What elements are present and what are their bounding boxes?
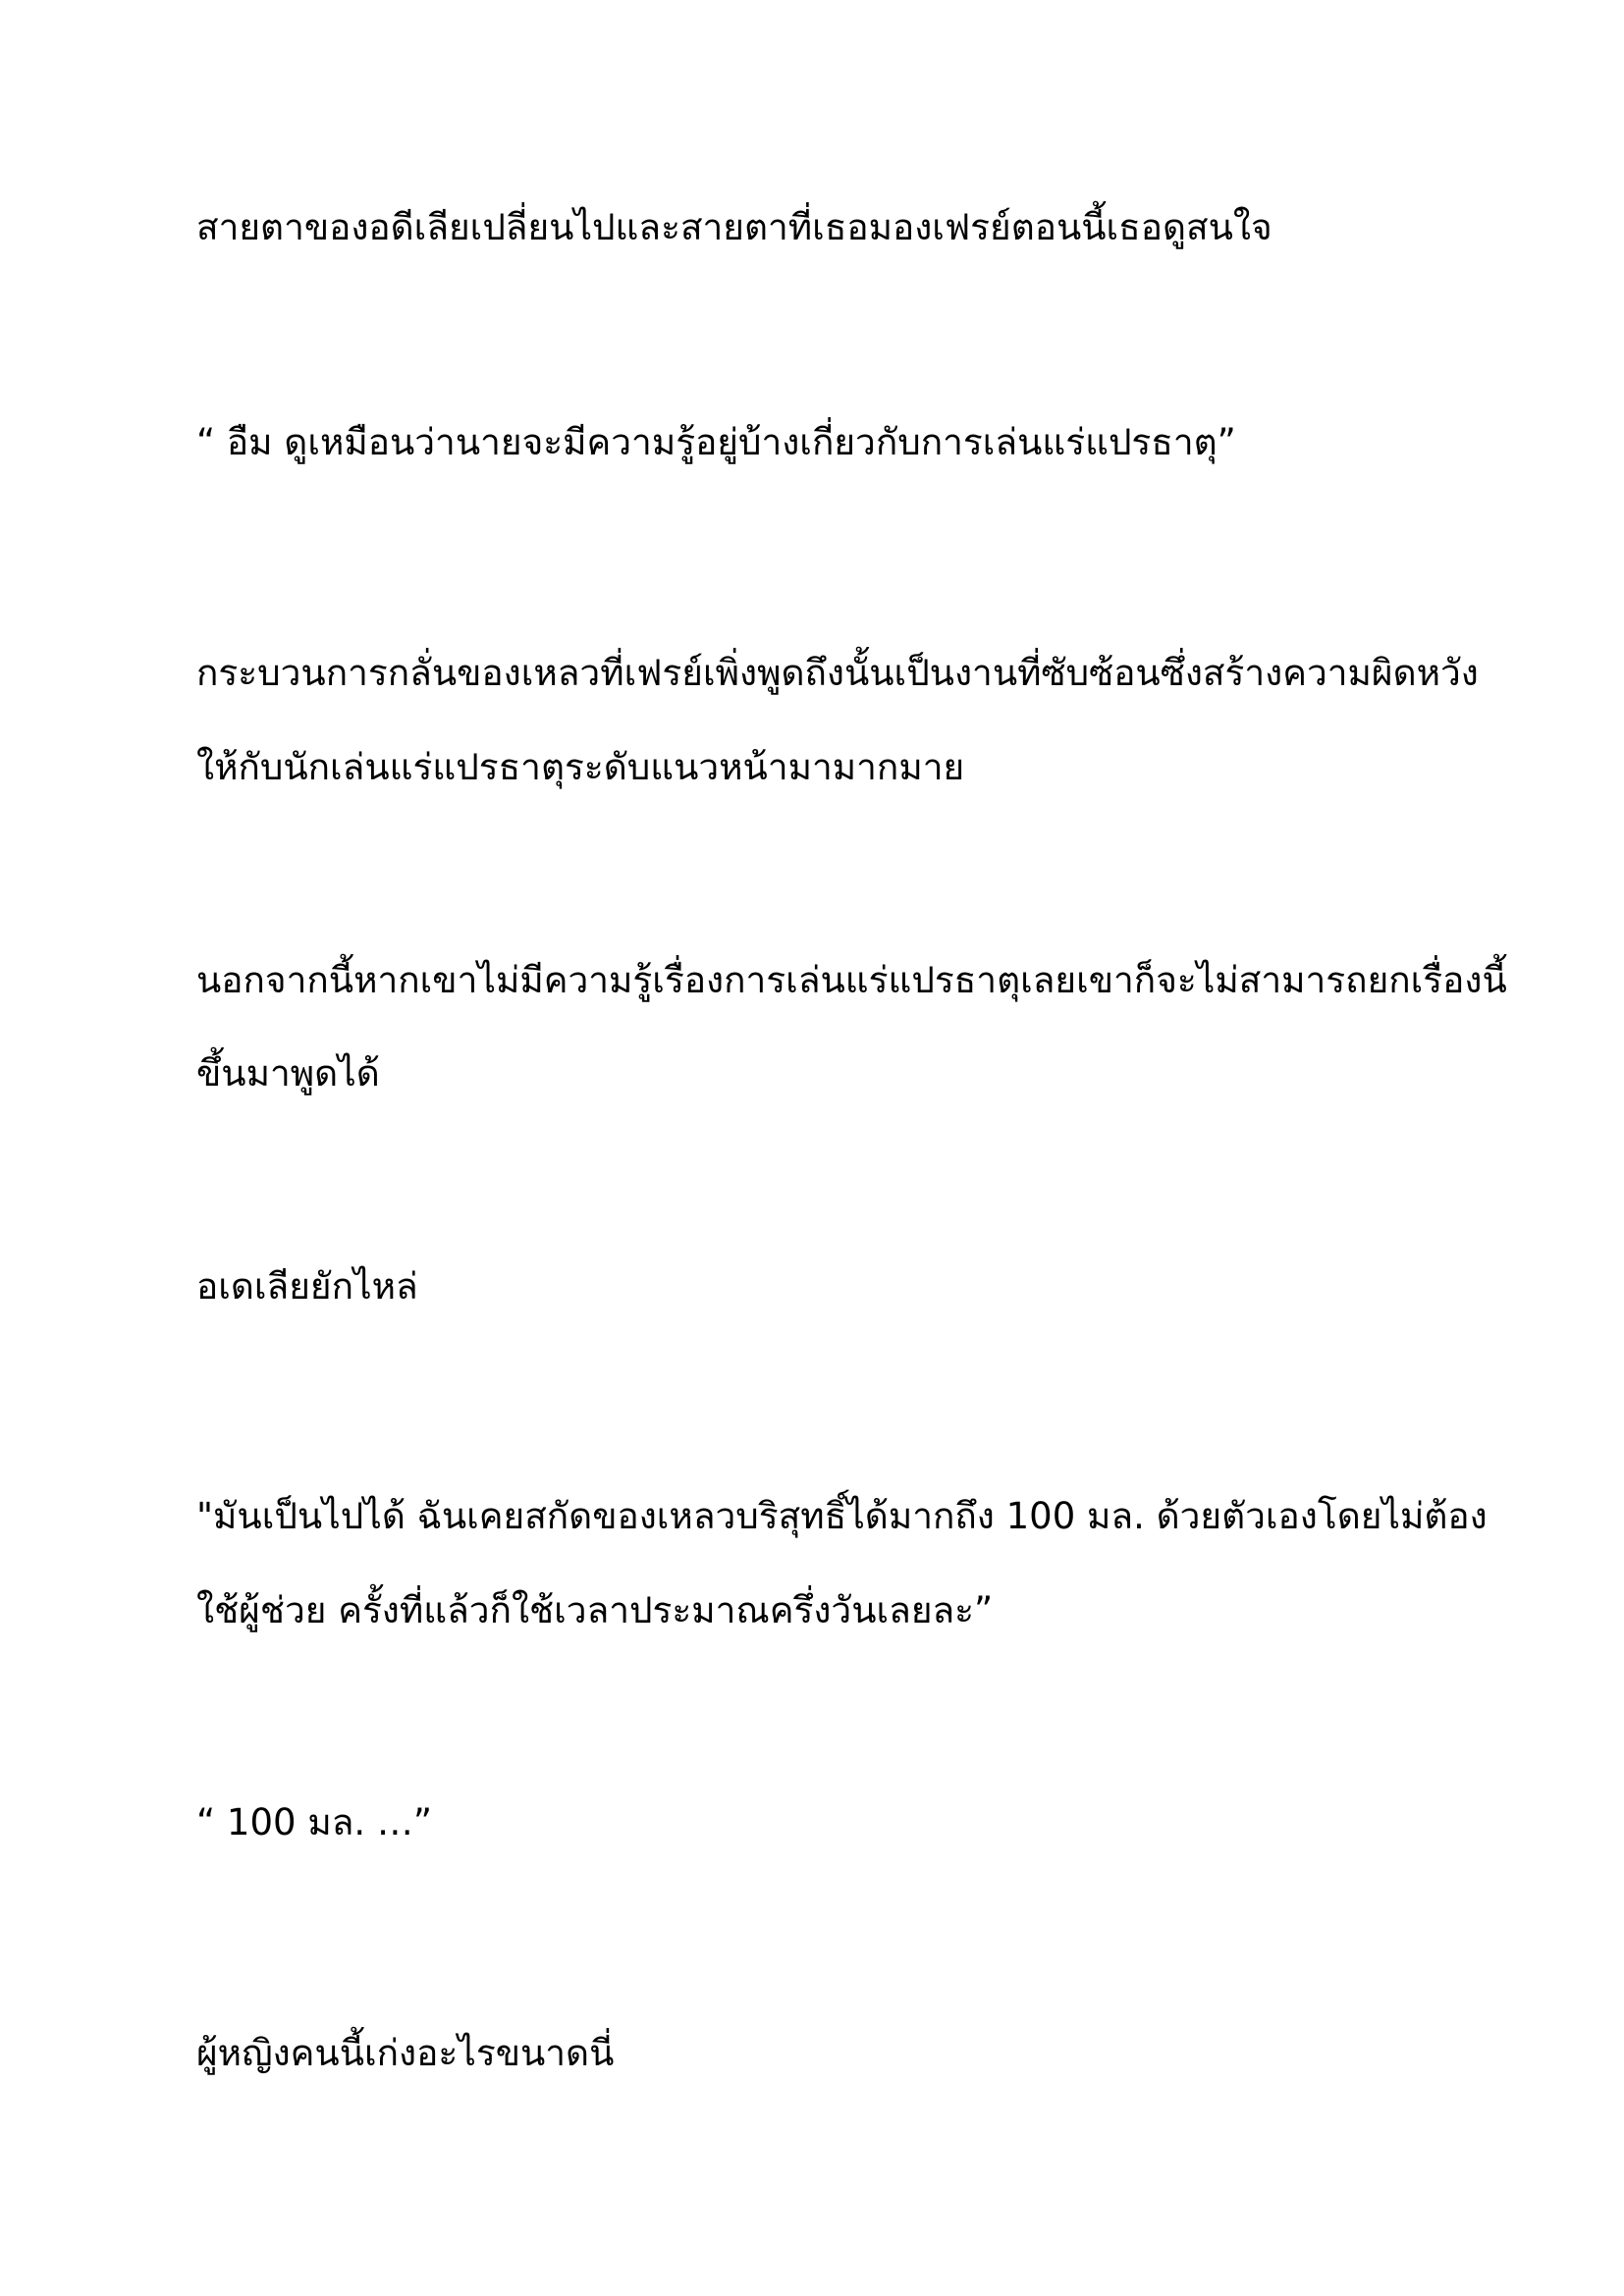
paragraph-3-line-1: กระบวนการกลั่นของเหลวที่เฟรย์เพิ่งพูดถึงนั้นเป็นงานที่ซับซ้อนซึ่งสร้างความผิดหวัง — [196, 652, 1479, 694]
paragraph-2-line-1: “ อืม ดูเหมือนว่านายจะมีความรู้อยู่บ้างเกี่ยวกับการเล่นแร่แปรธาตุ” — [196, 421, 1236, 463]
paragraph-6-line-2: ใช้ผู้ช่วย ครั้งที่แล้วก็ใช้เวลาประมาณครึ่งวันเลยละ” — [196, 1589, 994, 1631]
paragraph-3-line-2: ให้กับนักเล่นแร่แปรธาตุระดับแนวหน้ามามากมาย — [196, 746, 965, 788]
paragraph-7-line-1: “ 100 มล. …” — [196, 1801, 433, 1843]
paragraph-4-line-1: นอกจากนี้หากเขาไม่มีความรู้เรื่องการเล่นแร่แปรธาตุเลยเขาก็จะไม่สามารถยกเรื่องนี้ — [196, 959, 1507, 1001]
paragraph-8-line-1: ผู้หญิงคนนี้เก่งอะไรขนาดนี่ — [196, 2032, 615, 2074]
paragraph-5-line-1: อเดเลียยักไหล่ — [196, 1265, 418, 1308]
paragraph-4-line-2: ขึ้นมาพูดได้ — [196, 1052, 380, 1095]
paragraph-6-line-1: "มันเป็นไปได้ ฉันเคยสกัดของเหลวบริสุทธิ์ได้มากถึง 100 มล. ด้วยตัวเองโดยไม่ต้อง — [196, 1495, 1488, 1537]
paragraph-1-line-1: สายตาของอดีเลียเปลี่ยนไปและสายตาที่เธอมองเฟรย์ตอนนี้เธอดูสนใจ — [196, 206, 1272, 248]
